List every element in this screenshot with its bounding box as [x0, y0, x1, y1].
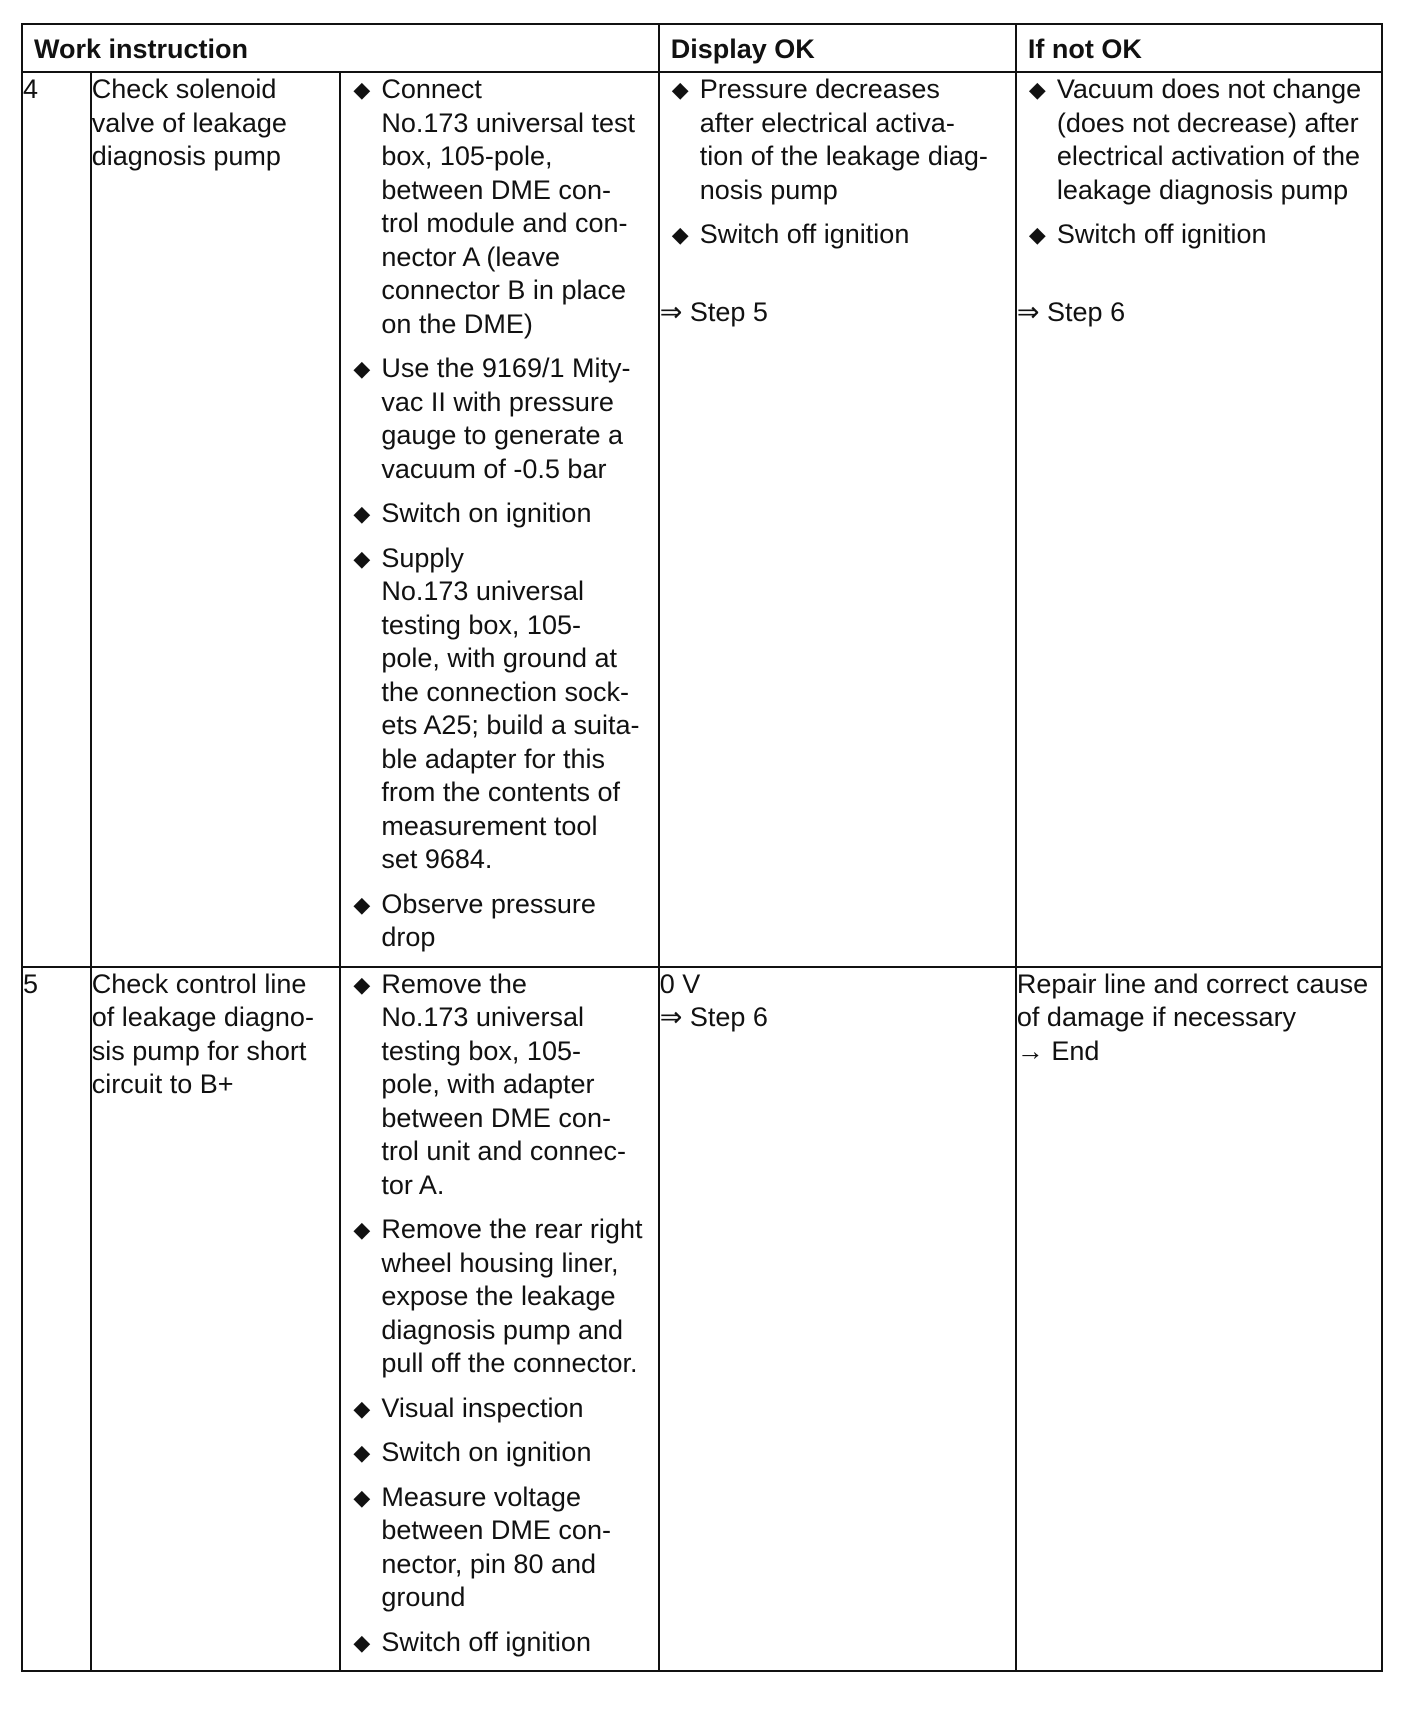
list-item: ◆ Use the 9169/1 Mity- vac II with pressure gauge to generate a vacuum of -0.5 bar	[353, 353, 631, 484]
step-title	[91, 72, 341, 967]
list-item: ◆ Remove the No.173 universal testing box, 105- pole, with adapter between DME con- trol unit and connec- tor A.	[353, 968, 626, 1200]
header-if-not-ok: If not OK	[1016, 24, 1382, 72]
table-row	[22, 967, 1382, 1672]
list-item: ◆ Switch on ignition	[341, 1436, 657, 1470]
step-number: 4	[22, 72, 91, 967]
next-step: ⇒ Step 5	[659, 296, 768, 327]
ok-result-text: 0 V ⇒ Step 6	[659, 968, 768, 1032]
diamond-bullet-icon: ◆	[353, 501, 371, 526]
diamond-bullet-icon: ◆	[353, 891, 371, 917]
list-item: ◆ Pressure decreases after electrical activa- tion of the leakage diag- nosis pump	[671, 74, 988, 205]
list-item: ◆ Switch off ignition	[660, 218, 1015, 252]
work-instruction-table	[21, 23, 1383, 1672]
header-work-instruction: Work instruction	[22, 24, 659, 72]
instruction-list	[340, 72, 658, 967]
list-item: ◆ Observe pressure drop	[353, 888, 596, 952]
diamond-bullet-icon: ◆	[1028, 77, 1046, 102]
diamond-bullet-icon: ◆	[353, 1395, 371, 1421]
header-display-ok: Display OK	[659, 24, 1016, 72]
list-item: ◆ Remove the rear right wheel housing liner, expose the leakage diagnosis pump and pull off the connector.	[353, 1214, 643, 1378]
diamond-bullet-icon: ◆	[671, 77, 689, 102]
if-not-ok-cell	[1016, 967, 1382, 1672]
list-item: ◆ Visual inspection	[341, 1392, 657, 1426]
diamond-bullet-icon: ◆	[353, 77, 371, 102]
diamond-bullet-icon: ◆	[353, 1629, 371, 1655]
diamond-bullet-icon: ◆	[353, 356, 371, 381]
next-step: ⇒ Step 6	[1016, 296, 1126, 327]
not-ok-result-text: Repair line and correct cause of damage if necessary → End	[1016, 968, 1369, 1066]
if-not-ok-cell	[1016, 72, 1382, 967]
diamond-bullet-icon: ◆	[353, 971, 371, 997]
list-item: ◆ Supply No.173 universal testing box, 105- pole, with ground at the connection sock- ets A25; build a suita- ble adapter for this from the contents of measurement tool set 9684.	[353, 542, 640, 874]
step-number: 5	[22, 967, 91, 1672]
list-item: ◆ Switch off ignition	[341, 1626, 657, 1660]
diamond-bullet-icon: ◆	[353, 1484, 371, 1510]
list-item: ◆ Measure voltage between DME con- nector, pin 80 and ground	[353, 1481, 611, 1612]
table-row	[22, 72, 1382, 967]
list-item: ◆ Switch on ignition	[341, 497, 657, 531]
table-header-row	[22, 24, 1382, 72]
diamond-bullet-icon: ◆	[671, 222, 689, 247]
list-item: ◆ Switch off ignition	[1017, 218, 1381, 252]
diamond-bullet-icon: ◆	[353, 1440, 371, 1465]
diamond-bullet-icon: ◆	[353, 1217, 371, 1242]
list-item: ◆ Connect No.173 universal test box, 105-pole, between DME con- trol module and con- nector A (leave connector B in place on the DME)	[353, 74, 635, 339]
step-title-text: Check control line of leakage diagno- sis pump for short circuit to B+	[91, 968, 314, 1099]
instruction-list	[340, 967, 658, 1672]
step-title-text: Check solenoid valve of leakage diagnosis pump	[91, 74, 287, 171]
step-title	[91, 967, 341, 1672]
display-ok-cell	[659, 72, 1016, 967]
diamond-bullet-icon: ◆	[1028, 222, 1046, 247]
list-item: ◆ Vacuum does not change (does not decrease) after electrical activation of the leakage diagnosis pump	[1028, 74, 1362, 205]
display-ok-cell	[659, 967, 1016, 1672]
diamond-bullet-icon: ◆	[353, 545, 371, 571]
